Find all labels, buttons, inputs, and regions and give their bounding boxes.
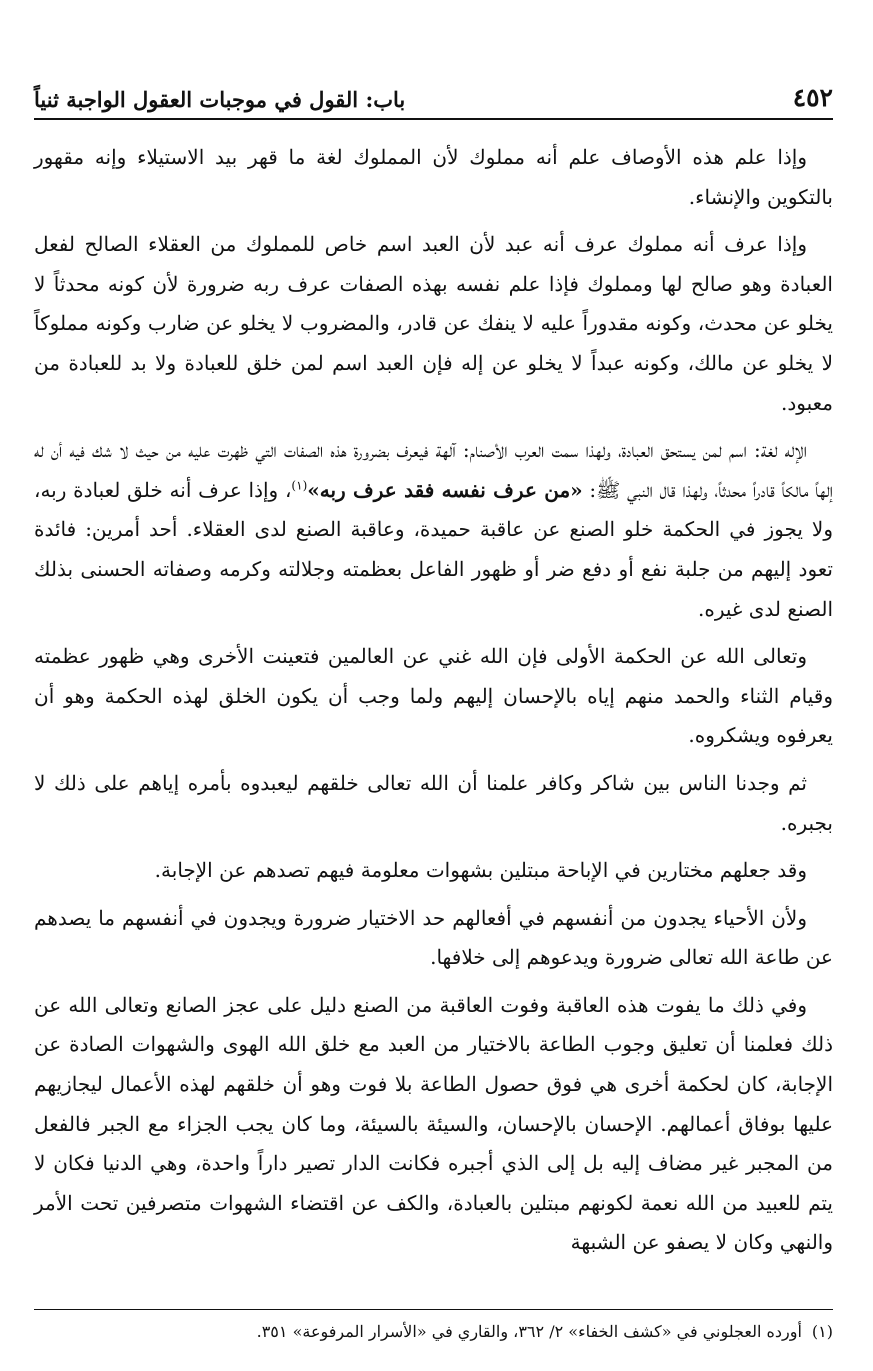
hadith-quote: «من عرف نفسه فقد عرف ربه» (307, 477, 583, 502)
footnote (34, 1318, 833, 1346)
footnote-rule (34, 1309, 833, 1310)
paragraph-text: ، وإذا عرف أنه خلق لعبادة ربه، ولا يجوز في الحكمة خلو الصنع عن عاقبة حميدة، وعاقبة الصنع لدى العقلاء. أحد أمرين: فائدة تعود إليهم من جلبة نفع أو دفع ضر أو ظهور الفاعل بعظمته وجلالته وكرمه وصفاته الحسنى بذلك الصنع لدى غيره. (34, 477, 833, 621)
paragraph: وإذا عرف أنه مملوك عرف أنه عبد لأن العبد اسم خاص للمملوك من العقلاء الصالح لفعل العبادة وهو صالح لها ومملوك فإذا علم نفسه بهذه الصفات عرف ربه ضرورة لأن كونه محدثاً لا يخلو عن محدث، وكونه مقدوراً عليه لا ينفك عن قادر، والمضروب لا يخلو عن ضارب وكونه مملوكاً لا يخلو عن مالك، وكونه عبداً لا يخلو عن إله فإن العبد اسم لمن خلق للعبادة ولا بد للعبادة من معبود. (34, 232, 833, 415)
header-rule (34, 118, 833, 120)
paragraph: ثم وجدنا الناس بين شاكر وكافر علمنا أن الله تعالى خلقهم ليعبدوه بأمره إياهم على ذلك لا بجبره. (34, 770, 833, 835)
running-title: باب: القول في موجبات العقول الواجبة ثنياً (34, 87, 406, 112)
paragraph: ولأن الأحياء يجدون من أنفسهم في أفعالهم حد الاختيار ضرورة ويجدون في أنفسهم ما يصدهم عن طاعة الله تعالى ضرورة ويدعوهم إلى خلافها. (34, 905, 833, 970)
footnote-reference[interactable]: (١) (291, 478, 308, 493)
paragraph: وفي ذلك ما يفوت هذه العاقبة وفوت العاقبة من الصنع دليل على عجز الصانع وتعالى الله عن ذلك فعلمنا أن تعليق وجوب الطاعة بالاختيار من العبد مع خلق الله الهوى والشهوات الصادة عن الإجابة، كان لحكمة أخرى هي فوق حصول الطاعة بلا فوت وهو أن خلقهم لهذه الأعمال ليجازيهم عليها بوفاق أعمالهم. الإحسان بالإحسان، والسيئة بالسيئة، وما كان يجب الجزاء مع الجبر فالفعل من المجبر غير مضاف إليه بل إلى الذي أجبره فكانت الدار تصير داراً واحدة، وهي الدنيا فكان لا يتم للعبيد من الله نعمة لكونهم مبتلين بالعبادة، والكف عن اقتضاء الشهوات متصرفين تحت الأمر والنهي وكان لا يصفو عن الشبهة (34, 992, 833, 1255)
paragraph: وتعالى الله عن الحكمة الأولى فإن الله غني عن العالمين فتعينت الأخرى وهي ظهور عظمته وقيام الثناء والحمد منهم إياه بالإحسان إليهم ولما وجب أن يكون الخلق لهذه الحكمة وهو أن يعرفوه ويشكروه. (34, 644, 833, 748)
footnote-number: (١) (811, 1322, 833, 1341)
page-body (34, 138, 833, 1271)
footnote-text: أورده العجلوني في «كشف الخفاء» ٢/ ٣٦٢، والقاري في «الأسرار المرفوعة» ٣٥١. (256, 1322, 802, 1341)
paragraph: وقد جعلهم مختارين في الإباحة مبتلين بشهوات معلومة فيهم تصدهم عن الإجابة. (154, 858, 807, 883)
paragraph: وإذا علم هذه الأوصاف علم أنه مملوك لأن المملوك لغة ما قهر بيد الاستيلاء وإنه مقهور بالتكوين والإنشاء. (34, 145, 833, 209)
page-number: ٤٥٢ (792, 83, 833, 112)
page-header (34, 72, 833, 112)
paragraph (34, 431, 833, 629)
paragraph-text: الإله لغة: اسم لمن يستحق العبادة، ولهذا سمت العرب الأصنام: آلهة فيعرف بضرورة هذه الصفات التي ظهرت عليه من حيث لا شك فيه أن له إلهاً مالكاً قادراً محدثاً، ولهذا قال النبي ﷺ: (34, 438, 834, 502)
